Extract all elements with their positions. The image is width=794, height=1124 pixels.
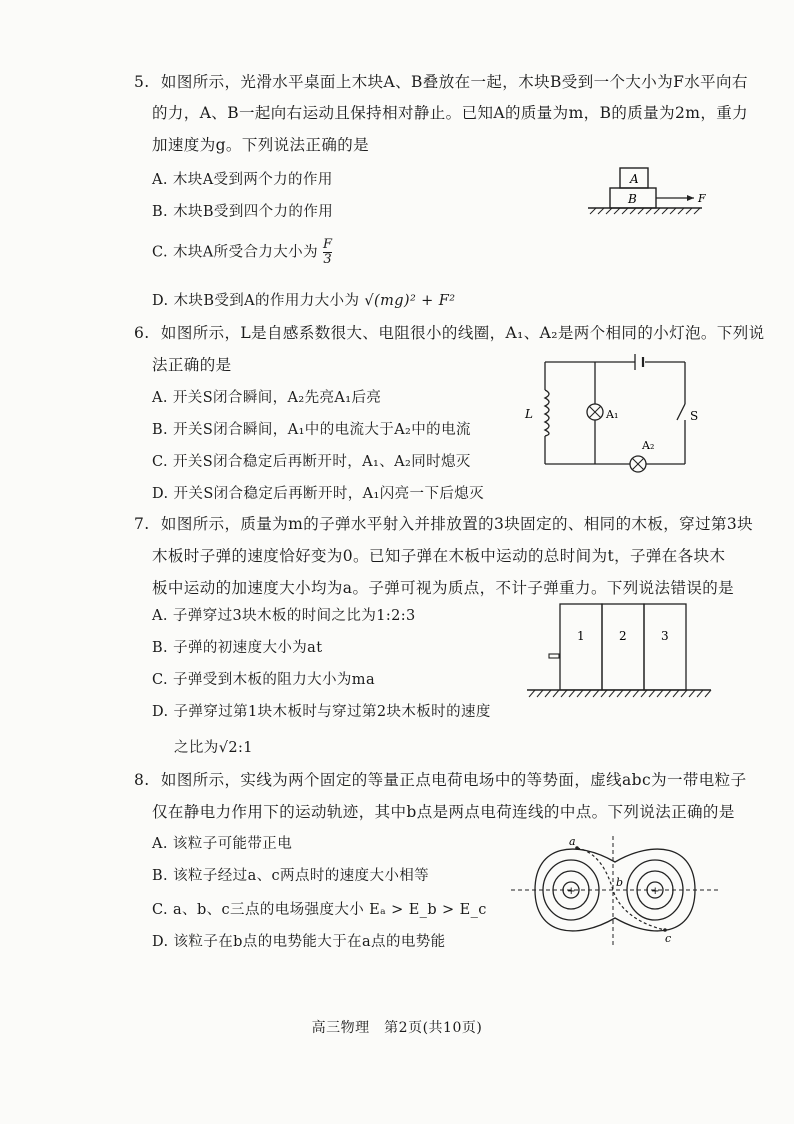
board-2	[602, 604, 644, 690]
point-a-label: a	[569, 835, 576, 848]
charge-right-symbol: +	[651, 886, 660, 897]
inductor-coil	[545, 390, 549, 436]
fraction-numerator: F	[322, 237, 333, 252]
option-c: C. 子弹受到木板的阻力大小为ma	[152, 672, 375, 688]
ground-hatch	[529, 690, 711, 697]
option-b: B. 开关S闭合瞬间，A₁中的电流大于A₂中的电流	[152, 422, 471, 438]
option-text: D. 木块B受到A的作用力大小为	[152, 293, 360, 309]
option-a: A. 木块A受到两个力的作用	[152, 172, 333, 188]
option-b: B. 木块B受到四个力的作用	[152, 204, 334, 220]
option-a: A. 子弹穿过3块木板的时间之比为1:2:3	[152, 608, 416, 624]
question-number: 6.	[134, 324, 150, 342]
equipotential-outer	[535, 849, 695, 931]
question-text-line: 法正确的是	[152, 356, 232, 374]
option-a: A. 开关S闭合瞬间，A₂先亮A₁后亮	[152, 390, 382, 406]
question-text-line: 板中运动的加速度大小均为a。子弹可视为质点，不计子弹重力。下列说法错误的是	[152, 579, 735, 597]
question-text-line: 如图所示，实线为两个固定的等量正点电荷电场中的等势面，虚线abc为一带电粒子	[160, 771, 747, 789]
equipotential-figure	[505, 832, 725, 950]
point-b-label: b	[616, 876, 624, 889]
option-b: B. 该粒子经过a、c两点时的速度大小相等	[152, 868, 430, 884]
question-number: 5.	[134, 73, 150, 91]
lamp-a1-label: A₁	[606, 408, 619, 421]
option-d: D. 该粒子在b点的电势能大于在a点的电势能	[152, 934, 446, 950]
charge-left-symbol: +	[567, 886, 576, 897]
question-text-line: 的力，A、B一起向右运动且保持相对静止。已知A的质量为m，B的质量为2m，重力	[152, 104, 749, 122]
board-1-label: 1	[577, 629, 585, 643]
question-number: 7.	[134, 515, 150, 533]
force-arrowhead	[687, 195, 694, 201]
blocks-figure	[580, 160, 720, 220]
question-text-line: 木板时子弹的速度恰好变为0。已知子弹在木板中运动的总时间为t，子弹在各块木	[152, 547, 726, 565]
page-footer: 高三物理 第2页(共10页)	[311, 1020, 483, 1036]
option-d	[152, 289, 455, 310]
option-d: D. 开关S闭合稳定后再断开时，A₁闪亮一下后熄灭	[152, 486, 485, 502]
option-c: C. 开关S闭合稳定后再断开时，A₁、A₂同时熄灭	[152, 454, 471, 470]
question-text-line: 如图所示，L是自感系数很大、电阻很小的线圈，A₁、A₂是两个相同的小灯泡。下列说	[160, 324, 765, 342]
question-number: 8.	[134, 771, 150, 789]
circuit-figure	[520, 348, 700, 473]
switch-blade	[677, 404, 685, 420]
inductor-label: L	[525, 407, 533, 421]
switch-label: S	[690, 409, 699, 423]
question-text-line: 如图所示，光滑水平桌面上木块A、B叠放在一起，木块B受到一个大小为F水平向右	[160, 73, 748, 91]
bullet	[549, 654, 559, 658]
option-a: A. 该粒子可能带正电	[152, 836, 293, 852]
question-text-line: 仅在静电力作用下的运动轨迹，其中b点是两点电荷连线的中点。下列说法正确的是	[152, 803, 735, 821]
board-2-label: 2	[619, 629, 627, 643]
fraction-denominator: 3	[323, 252, 333, 267]
block-a-label: A	[630, 172, 639, 186]
question-text-line: 加速度为g。下列说法正确的是	[152, 136, 370, 154]
question-text-line: 如图所示，质量为m的子弹水平射入并排放置的3块固定的、相同的木板，穿过第3块	[160, 515, 754, 533]
point-c-label: c	[665, 932, 672, 945]
lamp-a2-label: A₂	[642, 439, 655, 452]
block-b-label: B	[628, 192, 637, 206]
formula: √(mg)² + F²	[364, 293, 456, 309]
fraction	[323, 238, 332, 267]
option-b: B. 子弹的初速度大小为at	[152, 640, 323, 656]
force-label: F	[698, 192, 706, 205]
ground-hatch	[590, 208, 700, 214]
point-a-dot	[575, 846, 579, 850]
board-3-label: 3	[661, 629, 669, 643]
option-d: D. 子弹穿过第1块木板时与穿过第2块木板时的速度	[152, 704, 491, 720]
boards-figure	[525, 598, 715, 706]
option-c	[152, 238, 332, 267]
board-3	[644, 604, 686, 690]
option-d-continued: 之比为√2:1	[174, 740, 253, 756]
option-c: C. a、b、c三点的电场强度大小 Eₐ > E_b > E_c	[152, 902, 487, 918]
option-text: C. 木块A所受合力大小为	[152, 244, 318, 261]
board-1	[560, 604, 602, 690]
